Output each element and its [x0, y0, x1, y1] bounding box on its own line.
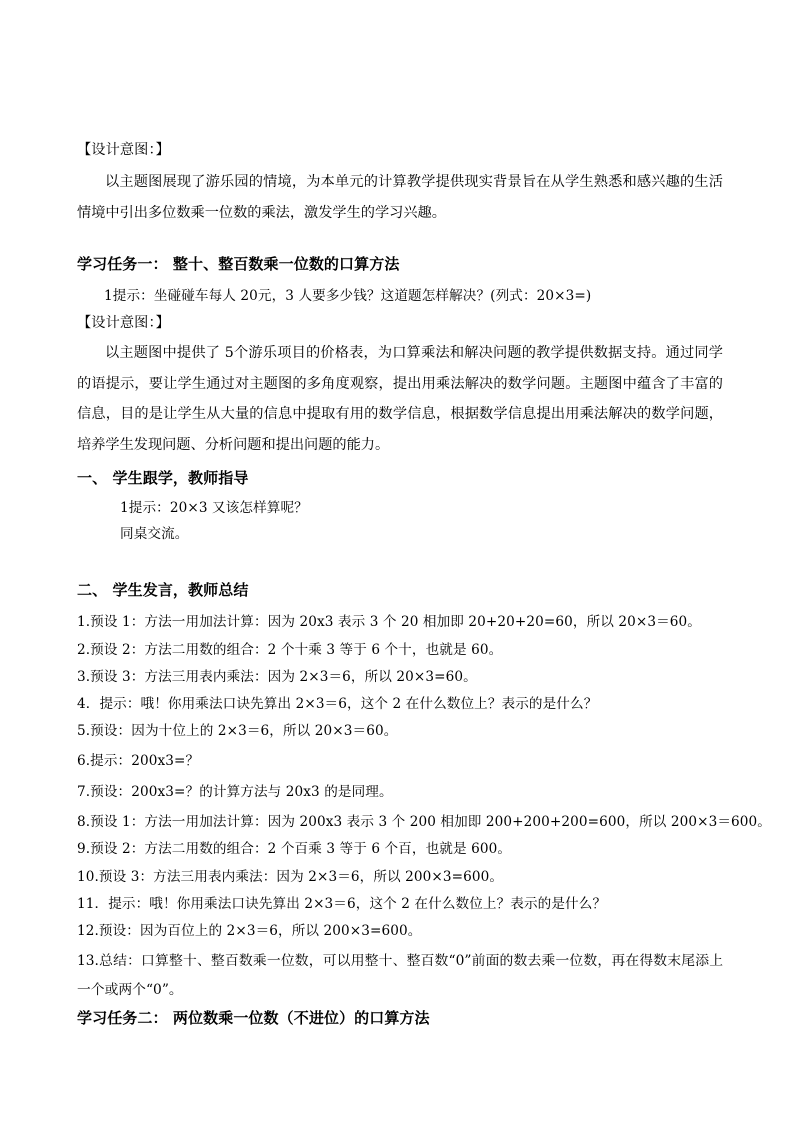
section-1-heading: 一、 学生跟学，教师指导 — [77, 469, 249, 487]
list-item: 11．提示：哦！你用乘法口诀先算出 2×3＝6，这个 2 在什么数位上？表示的是什么？ — [77, 896, 607, 912]
list-item: 12.预设：因为百位上的 2×3＝6，所以 200×3=600。 — [77, 923, 422, 939]
section-1-exchange: 同桌交流。 — [120, 526, 189, 542]
task-1-hint: 1提示：坐碰碰车每人 20元，3 人要多少钱？这道题怎样解决？(列式：20×3=) — [104, 288, 592, 304]
list-item: 1.预设 1：方法一用加法计算：因为 20x3 表示 3 个 20 相加即 20+20+20=60，所以 20×3＝60。 — [77, 614, 702, 630]
summary-paragraph: 13.总结：口算整十、整百数乘一位数，可以用整十、整百数“0”前面的数去乘一位数，再在得数末尾添上一个或两个“0”。 — [77, 953, 723, 998]
section-2-heading: 二、 学生发言，教师总结 — [77, 581, 249, 599]
design-intent-paragraph-2: 以主题图中提供了 5个游乐项目的价格表，为口算乘法和解决问题的教学提供数据支持。通过同学的语提示，要让学生通过对主题图的多角度观察，提出用乘法解决的数学问题。主题图中蕴含了丰富的信息，目的是让学生从大量的信息中提取有用的数学信息，根据数学信息提出用乘法解决的数学问题，培养学生发现问题、分析问题和提出问题的能力。 — [77, 345, 723, 453]
list-item: 5.预设：因为十位上的 2×3＝6，所以 20×3＝60。 — [77, 723, 398, 739]
list-item: 3.预设 3：方法三用表内乘法：因为 2×3＝6，所以 20×3=60。 — [77, 669, 477, 685]
list-item: 7.预设：200x3=？的计算方法与 20x3 的是同理。 — [77, 784, 393, 800]
list-item: 10.预设 3：方法三用表内乘法：因为 2×3＝6，所以 200×3=600。 — [77, 869, 504, 885]
list-item: 9.预设 2：方法二用数的组合：2 个百乘 3 等于 6 个百，也就是 600。 — [77, 841, 512, 857]
list-item: 4．提示：哦！你用乘法口诀先算出 2×3＝6，这个 2 在什么数位上？表示的是什么？ — [77, 696, 598, 712]
design-intent-heading-2: 【设计意图：】 — [77, 315, 170, 331]
design-intent-paragraph-1: 以主题图展现了游乐园的情境，为本单元的计算教学提供现实背景旨在从学生熟悉和感兴趣的生活情境中引出多位数乘一位数的乘法，激发学生的学习兴趣。 — [77, 174, 723, 221]
list-item: 6.提示：200x3=？ — [77, 753, 200, 769]
section-1-hint: 1提示：20×3 又该怎样算呢？ — [120, 500, 308, 516]
design-intent-heading-1: 【设计意图：】 — [77, 142, 170, 158]
task-2-heading: 学习任务二： 两位数乘一位数（不进位）的口算方法 — [77, 1009, 430, 1027]
list-item: 2.预设 2：方法二用数的组合：2 个十乘 3 等于 6 个十，也就是 60。 — [77, 642, 503, 658]
task-1-heading: 学习任务一： 整十、整百数乘一位数的口算方法 — [77, 255, 400, 273]
list-item: 8.预设 1：方法一用加法计算：因为 200x3 表示 3 个 200 相加即 200+200+200=600，所以 200×3＝600。 — [77, 814, 771, 830]
